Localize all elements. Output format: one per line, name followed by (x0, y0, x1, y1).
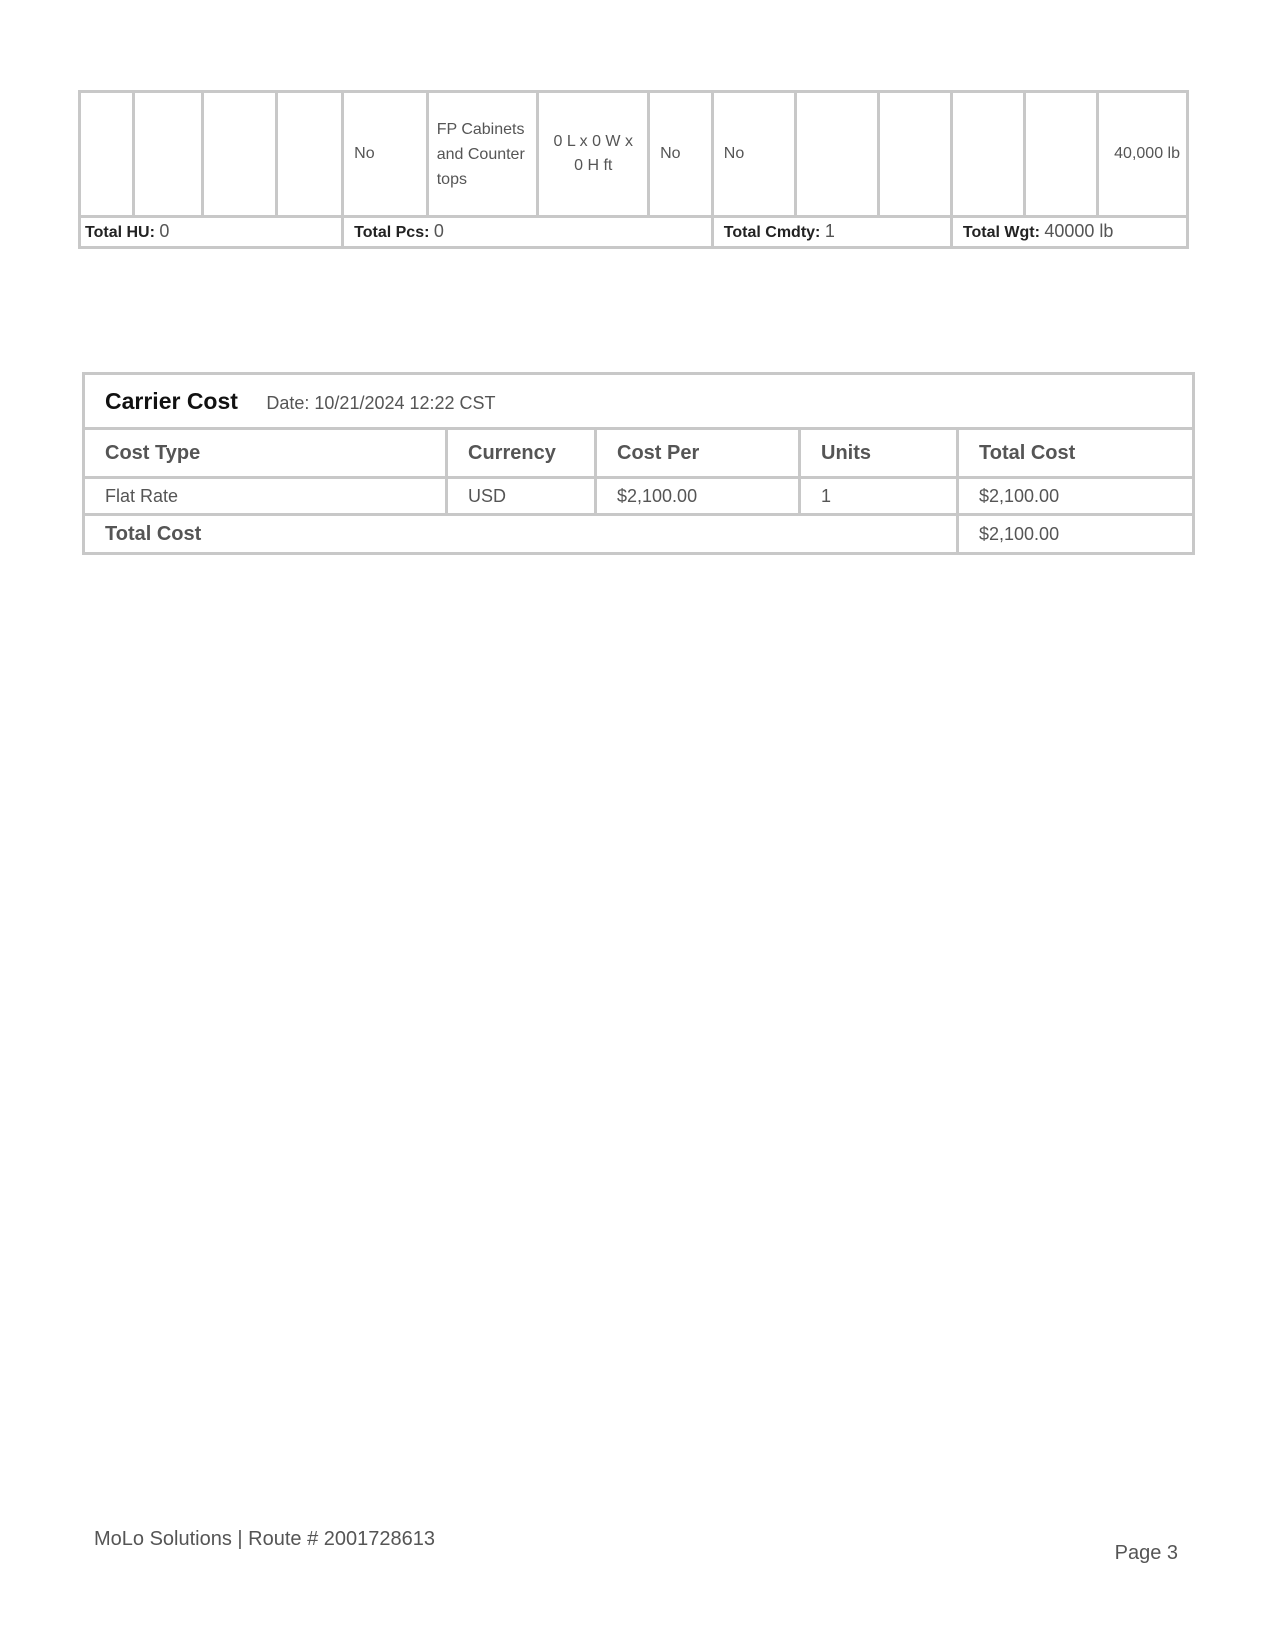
description-cell: FP Cabinets and Countertops (427, 92, 538, 217)
empty-cell (277, 92, 343, 217)
empty-cell (134, 92, 203, 217)
total-hu (80, 217, 343, 248)
column-header-total-cost: Total Cost (958, 429, 1194, 478)
dimensions-cell: 0 L x 0 W x 0 H ft (538, 92, 649, 217)
total-wgt-value: 40000 lb (1044, 221, 1114, 241)
table-row (84, 478, 1194, 515)
cost-per-cell: $2,100.00 (596, 478, 800, 515)
column-header-currency: Currency (447, 429, 596, 478)
total-hu-value: 0 (159, 221, 170, 241)
total-cmdty-value: 1 (824, 221, 835, 241)
column-header-cost-per: Cost Per (596, 429, 800, 478)
cost-type-cell: Flat Rate (84, 478, 447, 515)
empty-cell (203, 92, 277, 217)
page-number: Page 3 (1114, 1542, 1178, 1564)
total-pcs (343, 217, 713, 248)
total-pcs-label: Total Pcs: (354, 224, 430, 241)
total-pcs-value: 0 (433, 221, 444, 241)
empty-cell (796, 92, 878, 217)
carrier-cost-date: Date: 10/21/2024 12:22 CST (266, 392, 496, 413)
commodity-table (78, 90, 1189, 249)
stackable-cell: No (649, 92, 713, 217)
units-cell: 1 (800, 478, 958, 515)
turnable-cell: No (712, 92, 796, 217)
total-cmdty (712, 217, 951, 248)
currency-cell: USD (447, 478, 596, 515)
carrier-cost-title-row (84, 374, 1194, 429)
carrier-cost-table (82, 372, 1195, 555)
footer-route: MoLo Solutions | Route # 2001728613 (94, 1528, 436, 1550)
total-cost-cell: $2,100.00 (958, 478, 1194, 515)
totals-row (80, 217, 1188, 248)
total-hu-label: Total HU: (85, 224, 155, 241)
column-header-cost-type: Cost Type (84, 429, 447, 478)
carrier-cost-total-row (84, 515, 1194, 554)
hazmat-cell: No (343, 92, 428, 217)
empty-cell (1024, 92, 1097, 217)
total-cost-label: Total Cost (84, 515, 958, 554)
weight-cell: 40,000 lb (1098, 92, 1188, 217)
carrier-cost-header-row (84, 429, 1194, 478)
total-cost-value: $2,100.00 (958, 515, 1194, 554)
empty-cell (878, 92, 951, 217)
empty-cell (80, 92, 134, 217)
column-header-units: Units (800, 429, 958, 478)
empty-cell (951, 92, 1024, 217)
total-cmdty-label: Total Cmdty: (723, 224, 821, 241)
carrier-cost-title: Carrier Cost (105, 387, 238, 414)
commodity-row (80, 92, 1188, 217)
total-wgt (951, 217, 1187, 248)
total-wgt-label: Total Wgt: (962, 224, 1040, 241)
